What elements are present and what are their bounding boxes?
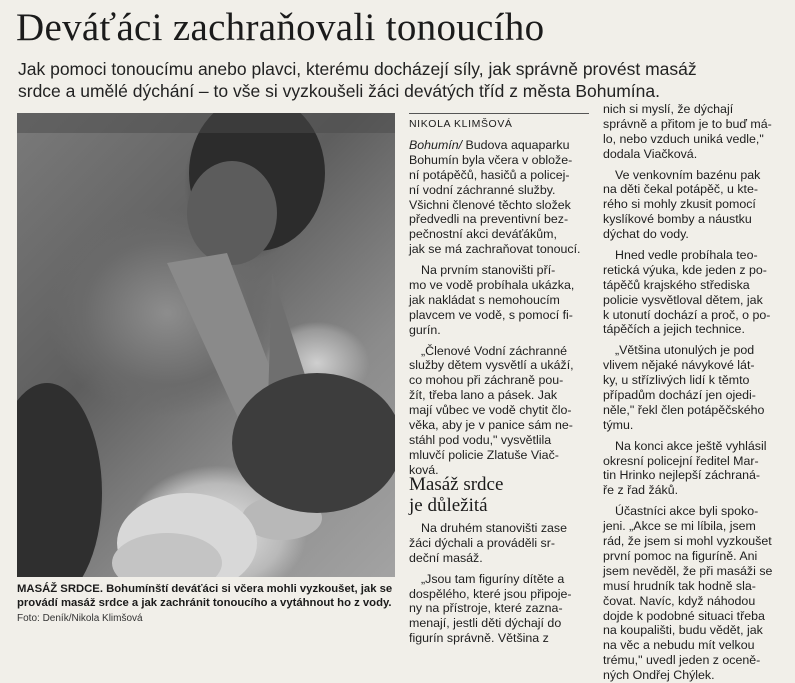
text-line: žít, třeba lano a pásek. Jak [409,388,558,403]
caption-line [17,596,397,610]
text-line: mo ve vodě probíhala ukázka, [409,278,575,293]
article-column-1 [409,138,589,478]
standfirst-line: srdce a umělé dýchání – to vše si vyzkoušeli žáci devátých tříd z města Bohumína. [18,81,660,101]
standfirst [18,58,788,102]
text-line: Na konci akce ještě vyhlásil [615,438,767,453]
text-line: první pomoc na figuríně. Ani [603,548,758,563]
text-line: dodala Viačková. [603,146,698,161]
text-line: jeni. „Akce se mi líbila, jsem [603,519,756,534]
text-line: ky, u střízlivých lidí k těmto [603,373,750,388]
text-line: kyslíkové bomby a náustku [603,212,752,227]
article-photo [17,113,395,577]
headline: Deváťáci zachraňovali tonoucího [16,6,545,49]
text-fragment: Budova aquaparku [462,138,570,152]
text-line: policie vysvětloval dětem, jak [603,292,763,307]
text-line: jak se má zachraňovat tonoucí. [409,242,581,257]
text-line: ných Ondřej Chýlek. [603,668,715,683]
text-line: jsem nevěděl, že při masáži se [603,563,773,578]
text-line: mluvčí policie Zlatuše Viač- [409,447,559,462]
text-line: čovat. Navíc, když náhodou [603,593,756,608]
text-line: tápěčích a jejich technice. [603,322,745,337]
article-column-1-continued [409,521,589,646]
text-line: něle," řekl člen potápěčského [603,402,765,417]
caption-label: MASÁŽ SRDCE. [17,583,103,595]
text-line: „Členové Vodní záchranné [421,343,568,358]
caption-text: Bohumínští deváťáci si včera mohli vyzkoušet, jak se [106,583,393,595]
byline: NIKOLA KLIMŠOVÁ [409,113,589,131]
text-line: na věc a nebudu mít velkou [603,638,755,653]
text-line: dospělého, které jsou připoje- [409,586,572,601]
text-line: rád, že jsem si mohl vyzkoušet [603,534,772,549]
text-line: menají, jestli děti dýchají do [409,616,562,631]
text-line: „Jsou tam figuríny dítěte a [421,571,565,586]
text-line: služby dětem vysvětlí a ukáží, [409,358,574,373]
text-line: stáhl pod vodu," vysvětlila [409,432,552,447]
text-line: vlivem nějaké návykové lát- [603,358,755,373]
dateline: Bohumín/ [409,138,463,152]
caption-text: provádí masáž srdce a jak zachránit tonoucího a vytáhnout ho z vody. [17,597,392,609]
text-line: okresní policejní ředitel Mar- [603,453,759,468]
text-line: předvedli na preventivní bez- [409,212,569,227]
text-line: plavcem ve vodě, s pomocí fi- [409,307,573,322]
text-line: Na druhém stanovišti zase [421,521,568,535]
text-line: týmu. [603,417,634,432]
text-line: dojde k podobné situaci třeba [603,608,765,623]
text-line: tápěčů krajského střediska [603,277,750,292]
text-line: jak nakládat s nemohoucím [409,292,560,307]
text-line: správně a přitom je to buď má- [603,116,772,131]
text-line: na děti čekal potápěč, u kte- [603,182,758,197]
text-line: gurín. [409,322,441,337]
text-line: musí hrudník tak hodně sla- [603,578,756,593]
text-line: rého si mohly zkusit pomocí [603,197,756,212]
text-line: věka, aby je v panice sám ne- [409,418,573,433]
text-line: k utonutí dochází a proč, o po- [603,307,771,322]
text-line: ková. [409,462,439,477]
text-line: Bohumín byla včera v oblože- [409,152,573,167]
text-line: lo, nebo vzduch uniká vedle," [603,131,764,146]
text-line: žáci dýchali a prováděli sr- [409,535,555,550]
text-line: ní potápěčů, hasičů a policej- [409,167,570,182]
subheading-line: je důležitá [409,495,488,516]
text-line: mají vůbec ve vodě chytit člo- [409,403,572,418]
text-line: Ve venkovním bazénu pak [615,167,761,182]
article-column-2 [603,102,786,683]
text-line: Účastníci akce byli spoko- [615,504,759,519]
subheading-line: Masáž srdce [409,474,504,495]
photo-shapes [17,113,395,577]
text-line: deční masáž. [409,550,483,565]
text-line: co mohou při záchraně pou- [409,373,564,388]
text-line: Na prvním stanovišti pří- [421,263,556,278]
text-line: tin Hrinko nejlepší záchraná- [603,468,761,483]
photo-credit: Foto: Deník/Nikola Klimšová [17,613,143,624]
text-line: nich si myslí, že dýchají [603,102,734,116]
text-line: případům dochází jen ojedi- [603,388,756,403]
text-line: na koupališti, budu vědět, jak [603,623,763,638]
text-line: Všichni členové těchto složek [409,197,571,212]
text-line: pečnostní akci deváťákům, [409,227,557,242]
subheading [409,474,589,516]
text-line: Hned vedle probíhala teo- [615,248,758,263]
text-line: „Většina utonulých je pod [615,343,755,358]
text-line: ny na přístroje, které zazna- [409,601,563,616]
standfirst-line: Jak pomoci tonoucímu anebo plavci, kterému docházejí síly, jak správně provést masáž [18,59,697,79]
caption-line [17,582,397,596]
text-line: ní vodní záchranné služby. [409,182,556,197]
text-line: trému," uvedl jeden z oceně- [603,653,761,668]
text-line [409,138,589,153]
text-line: ře z řad žáků. [603,483,679,498]
text-line: dýchat do vody. [603,227,689,242]
photo-caption [17,582,397,610]
text-line: figurín správně. Většina z [409,631,549,646]
text-line: retická výuka, kde jeden z po- [603,262,767,277]
